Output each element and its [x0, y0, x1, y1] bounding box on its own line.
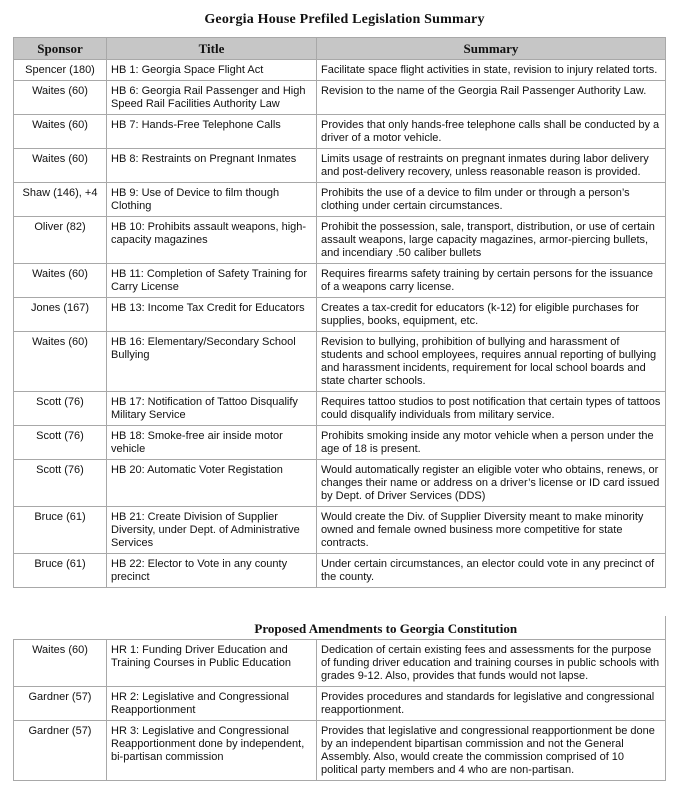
bill-row [14, 183, 666, 217]
bill-summary: Limits usage of restraints on pregnant inmates during labor delivery and post-delivery recovery, unless reasonable reason is provided. [317, 149, 666, 183]
bill-sponsor: Jones (167) [14, 298, 107, 332]
bill-title: HB 22: Elector to Vote in any county precinct [107, 554, 317, 588]
title-column-header: Title [107, 38, 317, 60]
bill-sponsor: Waites (60) [14, 115, 107, 149]
bill-sponsor: Scott (76) [14, 426, 107, 460]
section-gap [14, 588, 666, 617]
legislation-table [13, 37, 666, 781]
amendment-title: HR 2: Legislative and Congressional Reapportionment [107, 687, 317, 721]
bill-row [14, 332, 666, 392]
bill-row [14, 507, 666, 554]
sponsor-column-header: Sponsor [14, 38, 107, 60]
amendment-row [14, 721, 666, 781]
bill-title: HB 1: Georgia Space Flight Act [107, 60, 317, 81]
amendment-sponsor: Waites (60) [14, 640, 107, 687]
section-spacer [14, 588, 666, 617]
bill-summary: Under certain circumstances, an elector could vote in any precinct of the county. [317, 554, 666, 588]
bill-row [14, 264, 666, 298]
bill-summary: Revision to bullying, prohibition of bullying and harassment of students and school employees, requires annual reporting of bullying and harassment incidents, requirement for local school boards and state charter schools. [317, 332, 666, 392]
bill-sponsor: Bruce (61) [14, 554, 107, 588]
header-row [14, 38, 666, 60]
amendment-sponsor: Gardner (57) [14, 687, 107, 721]
bill-summary: Revision to the name of the Georgia Rail Passenger Authority Law. [317, 81, 666, 115]
amendment-title: HR 1: Funding Driver Education and Training Courses in Public Education [107, 640, 317, 687]
bill-summary: Creates a tax-credit for educators (k-12) for eligible purchases for supplies, books, equipment, etc. [317, 298, 666, 332]
bill-row [14, 460, 666, 507]
bill-summary: Requires firearms safety training by certain persons for the issuance of a weapons carry license. [317, 264, 666, 298]
amendment-sponsor: Gardner (57) [14, 721, 107, 781]
bill-title: HB 21: Create Division of Supplier Diversity, under Dept. of Administrative Services [107, 507, 317, 554]
bill-sponsor: Waites (60) [14, 149, 107, 183]
amendment-title: HR 3: Legislative and Congressional Reapportionment done by independent, bi-partisan commission [107, 721, 317, 781]
bill-title: HB 9: Use of Device to film though Clothing [107, 183, 317, 217]
bill-summary: Would create the Div. of Supplier Diversity meant to make minority owned and female owned business more competitive for state contracts. [317, 507, 666, 554]
bill-sponsor: Shaw (146), +4 [14, 183, 107, 217]
amendment-row [14, 687, 666, 721]
bill-row [14, 149, 666, 183]
bill-summary: Facilitate space flight activities in state, revision to injury related torts. [317, 60, 666, 81]
bill-summary: Prohibits smoking inside any motor vehicle when a person under the age of 18 is present. [317, 426, 666, 460]
amendments-header-spacer [14, 616, 107, 640]
bill-title: HB 17: Notification of Tattoo Disqualify Military Service [107, 392, 317, 426]
bill-sponsor: Bruce (61) [14, 507, 107, 554]
bill-summary: Requires tattoo studios to post notification that certain types of tattoos could disqualify individuals from military service. [317, 392, 666, 426]
bill-sponsor: Scott (76) [14, 460, 107, 507]
bill-sponsor: Waites (60) [14, 264, 107, 298]
bill-row [14, 392, 666, 426]
bill-row [14, 115, 666, 149]
bill-sponsor: Spencer (180) [14, 60, 107, 81]
amendment-summary: Provides procedures and standards for legislative and congressional reapportionment. [317, 687, 666, 721]
bill-title: HB 6: Georgia Rail Passenger and High Speed Rail Facilities Authority Law [107, 81, 317, 115]
bill-title: HB 10: Prohibits assault weapons, high-capacity magazines [107, 217, 317, 264]
bill-row [14, 554, 666, 588]
bill-title: HB 16: Elementary/Secondary School Bullying [107, 332, 317, 392]
bill-summary: Prohibits the use of a device to film under or through a person’s clothing under certain circumstances. [317, 183, 666, 217]
bill-title: HB 8: Restraints on Pregnant Inmates [107, 149, 317, 183]
bill-row [14, 81, 666, 115]
bill-title: HB 13: Income Tax Credit for Educators [107, 298, 317, 332]
bill-row [14, 298, 666, 332]
bill-title: HB 7: Hands-Free Telephone Calls [107, 115, 317, 149]
bill-title: HB 20: Automatic Voter Registation [107, 460, 317, 507]
bill-title: HB 18: Smoke-free air inside motor vehicle [107, 426, 317, 460]
bill-summary: Would automatically register an eligible voter who obtains, renews, or changes their name or address on a driver’s license or ID card issued by Dept. of Driver Services (DDS) [317, 460, 666, 507]
bill-sponsor: Waites (60) [14, 81, 107, 115]
bill-summary: Prohibit the possession, sale, transport, distribution, or use of certain assault weapons, large capacity magazines, armor-piercing bullets, and incendiary .50 caliber bullets [317, 217, 666, 264]
bill-sponsor: Scott (76) [14, 392, 107, 426]
bill-row [14, 426, 666, 460]
bill-sponsor: Waites (60) [14, 332, 107, 392]
amendment-summary: Dedication of certain existing fees and assessments for the purpose of funding driver education and training courses in public schools with grades 9-12. Also, provides that funds would not lapse. [317, 640, 666, 687]
bill-summary: Provides that only hands-free telephone calls shall be conducted by a driver of a motor vehicle. [317, 115, 666, 149]
bill-row [14, 60, 666, 81]
amendments-header-row [14, 616, 666, 640]
bill-title: HB 11: Completion of Safety Training for Carry License [107, 264, 317, 298]
bill-row [14, 217, 666, 264]
amendments-title: Proposed Amendments to Georgia Constitution [107, 616, 666, 640]
summary-column-header: Summary [317, 38, 666, 60]
bill-sponsor: Oliver (82) [14, 217, 107, 264]
document-title: Georgia House Prefiled Legislation Summary [204, 12, 485, 27]
amendment-summary: Provides that legislative and congressional reapportionment be done by an independent bipartisan commission and not the General Assembly. Also, would create the commission comprised of 10 political party members and 4 who are non-partisan. [317, 721, 666, 781]
amendment-row [14, 640, 666, 687]
